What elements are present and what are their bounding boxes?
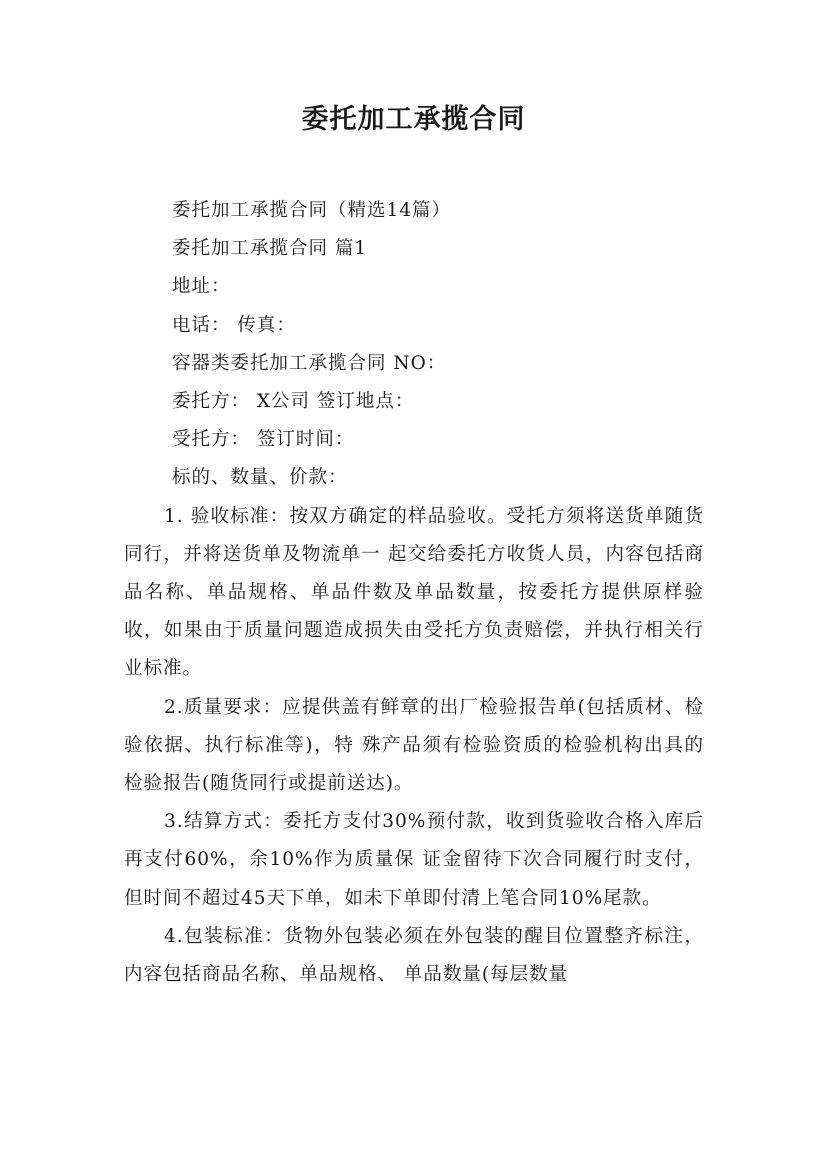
document-body <box>124 192 704 994</box>
line-subtitle: 委托加工承揽合同（精选14篇） <box>172 200 452 221</box>
line-phone-fax: 电话： 传真： <box>172 314 296 336</box>
line-client: 委托方： X公司 签订地点： <box>172 391 415 413</box>
paragraph-quality-requirements: 2.质量要求：应提供盖有鲜章的出厂检验报告单(包括质材、检验依据、执行标准等)，特 殊产品须有检验资质的检验机构出具的检验报告(随货同行或提前送达)。 <box>124 696 704 795</box>
line-subject-heading: 标的、数量、价款： <box>172 467 348 489</box>
paragraph-acceptance-standard: 1. 验收标准：按双方确定的样品验收。受托方须将送货单随货同行，并将送货单及物流单一 起交给委托方收货人员，内容包括商品名称、单品规格、单品件数及单品数量，按委托方提供原样验收，如果由于质量问题造成损失由受托方负责赔偿，并执行相关行业标准。 <box>124 505 704 680</box>
line-address: 地址： <box>172 276 231 298</box>
document-title: 委托加工承揽合同 <box>301 104 526 135</box>
paragraph-packaging-standard: 4.包装标准：货物外包装必须在外包装的醒目位置整齐标注，内容包括商品名称、单品规格、 单品数量(每层数量 <box>124 925 704 986</box>
paragraph-settlement-method: 3.结算方式：委托方支付30%预付款，收到货验收合格入库后再支付60%，余10%作为质量保 证金留待下次合同履行时支付，但时间不超过45天下单，如未下单即付清上笔合同10%尾款。 <box>124 811 704 909</box>
line-section-heading: 委托加工承揽合同 篇1 <box>172 238 368 260</box>
line-contractor: 受托方： 签订时间： <box>172 429 355 451</box>
line-contract-number: 容器类委托加工承揽合同 NO： <box>172 352 447 374</box>
